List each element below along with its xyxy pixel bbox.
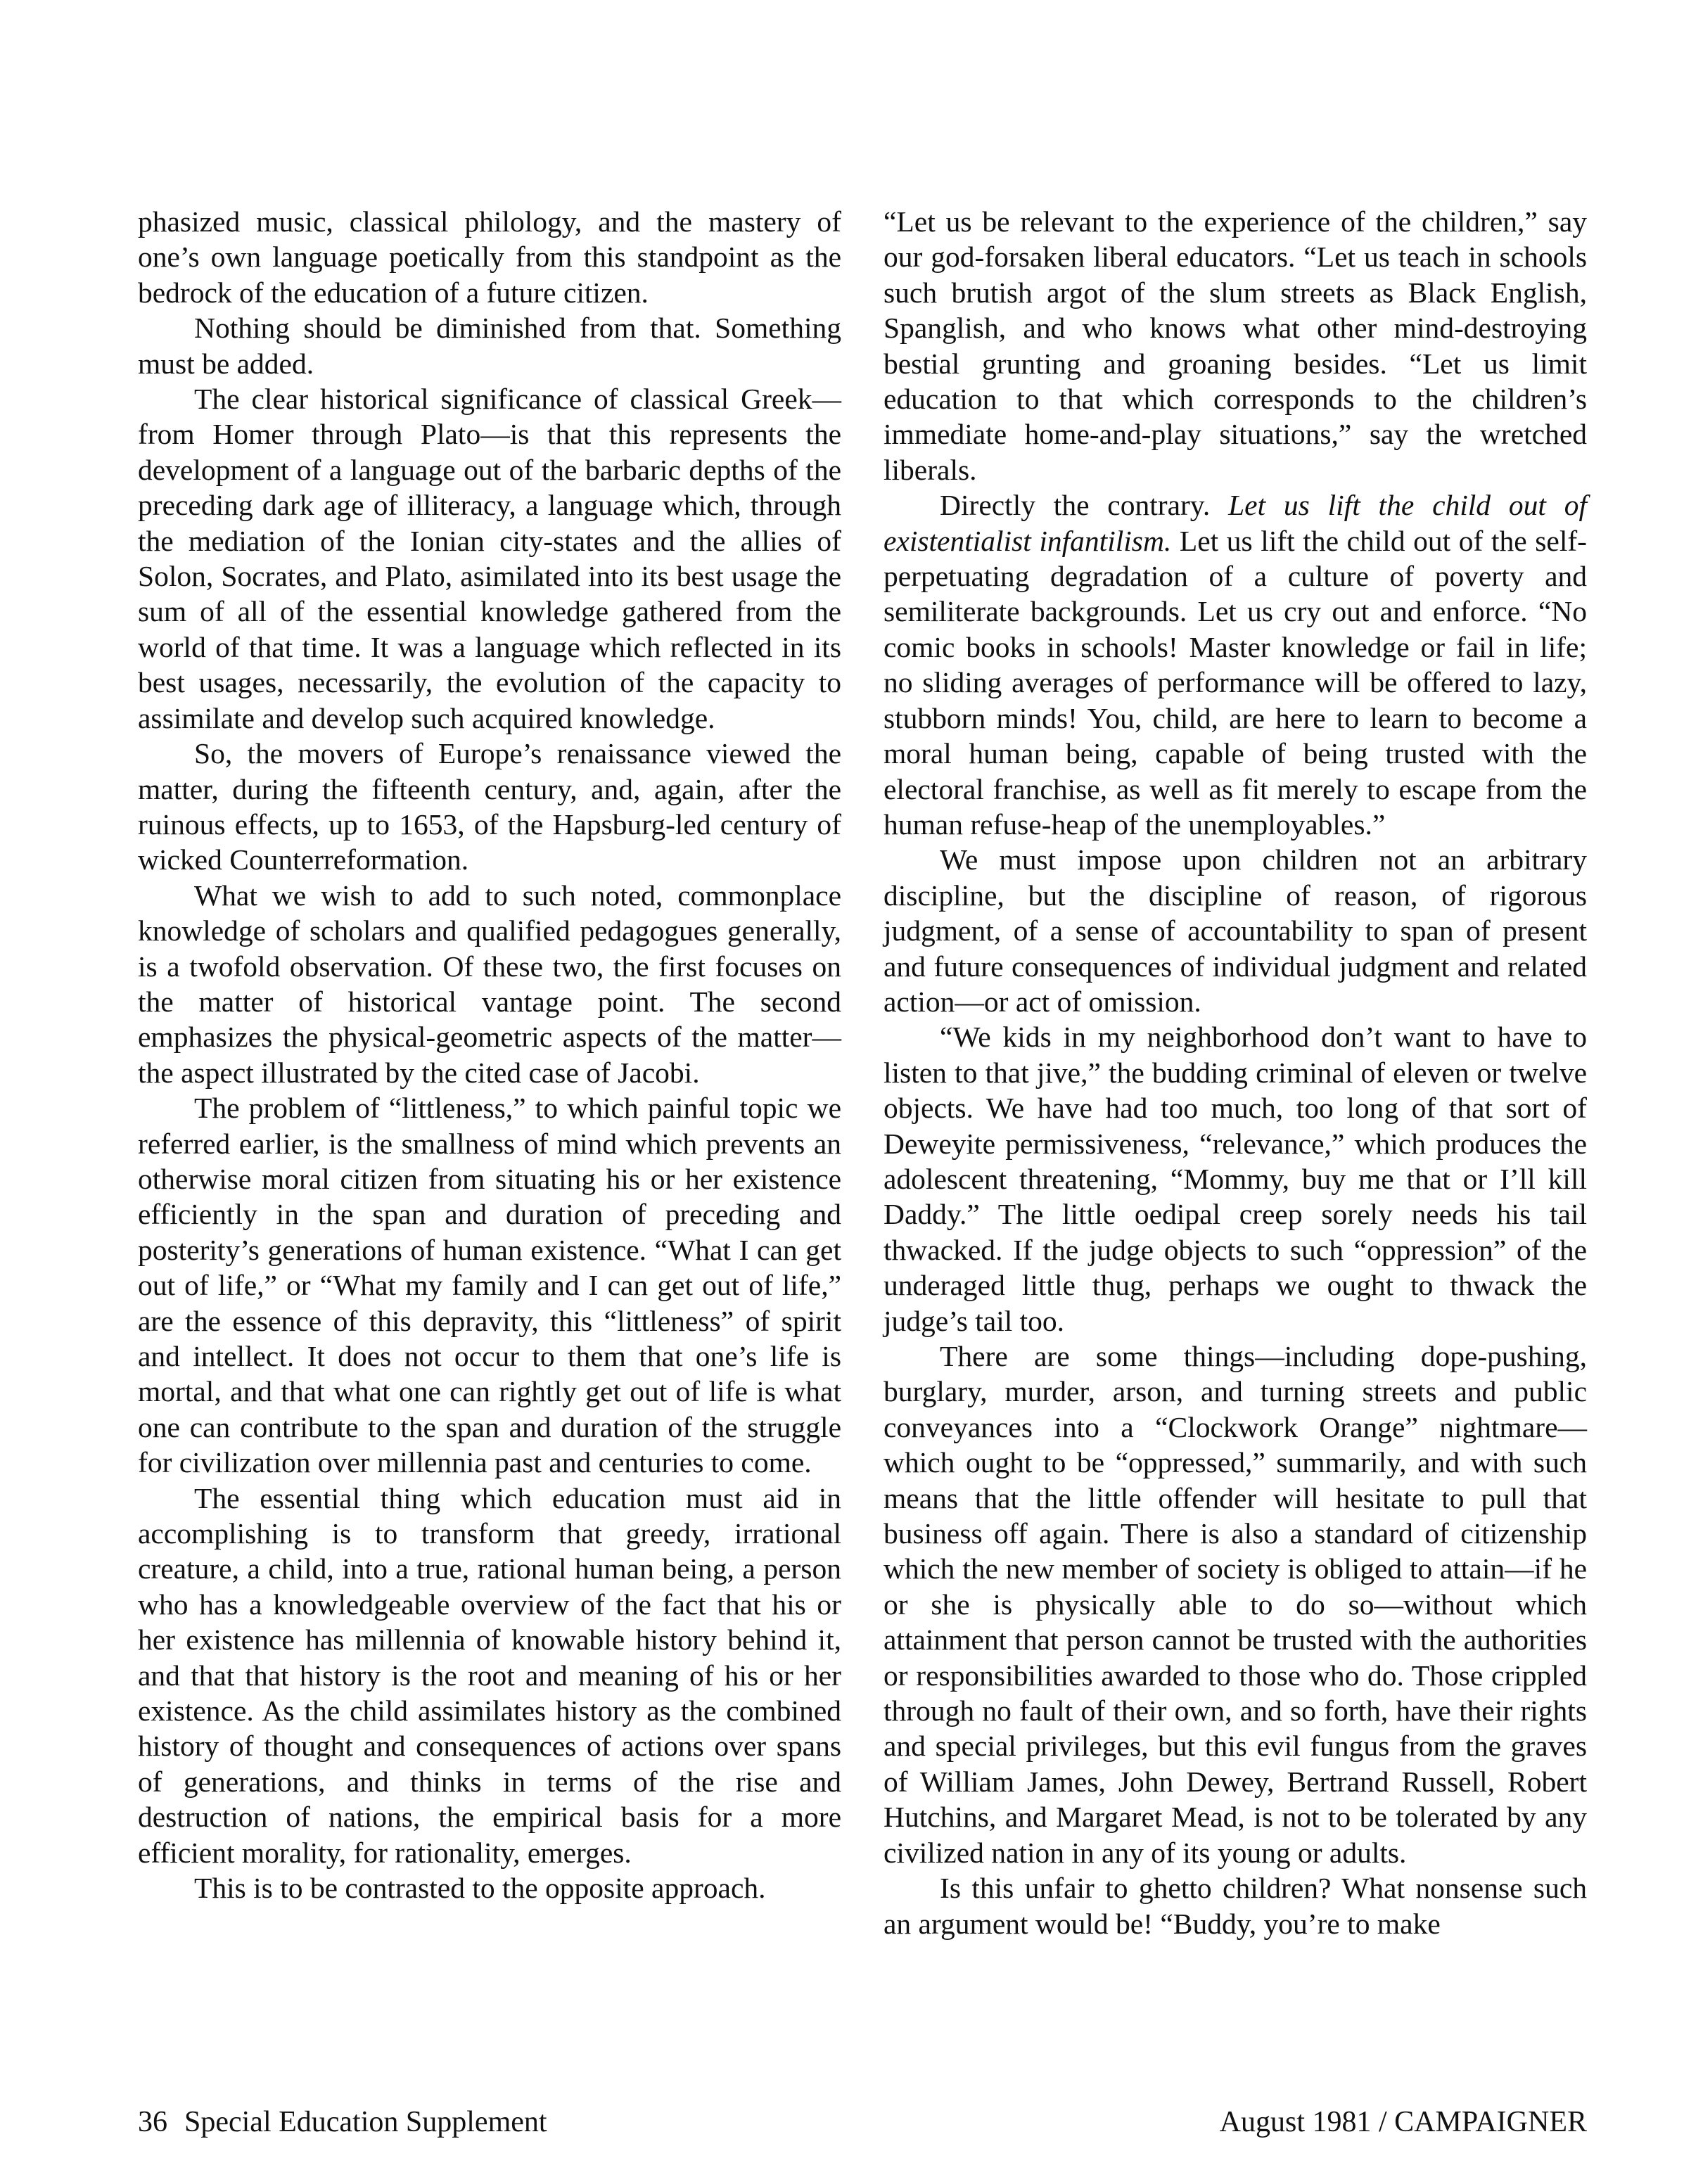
footer-left <box>138 2105 547 2140</box>
paragraph-text: Let us lift the child out of the self-perpetuating degradation of a culture of poverty and semiliterate backgrounds. Let us cry out and enforce. “No comic books in schools! Master knowledge or fail in life; no sliding averages of performance will be offered to lazy, stubborn minds! You, child, are here to learn to become a moral human being, capable of being trusted with the electoral franchise, as well as fit merely to escape from the human refuse-heap of the unemployables.” <box>884 524 1587 841</box>
paragraph: phasized music, classical philology, and the mastery of one’s own language poetically from this standpoint as the bedrock of the education of a future citizen. <box>138 205 841 309</box>
paragraph: The clear historical significance of classical Greek—from Homer through Plato—is that this represents the development of a language out of the barbaric depths of the preceding dark age of illiteracy, a language which, through the mediation of the Ionian city-states and the allies of Solon, Socrates, and Plato, asimilated into its best usage the sum of all of the essential knowledge gathered from the world of that time. It was a language which reflected in its best usages, necessarily, the evolution of the capacity to assimilate and develop such acquired knowledge. <box>138 383 841 734</box>
paragraph: We must impose upon children not an arbitrary discipline, but the discipline of reason, of rigorous judgment, of a sense of accountability to span of present and future consequences of individual judgment and related action—or act of omission. <box>884 843 1587 1018</box>
paragraph: “We kids in my neighborhood don’t want to have to listen to that jive,” the budding criminal of eleven or twelve objects. We have had too much, too long of that sort of Deweyite permissiveness, “relevance,” which produces the adolescent threatening, “Mommy, buy me that or I’ll kill Daddy.” The little oedipal creep sorely needs his tail thwacked. If the judge objects to such “oppression” of the underaged little thug, perhaps we ought to thwack the judge’s tail too. <box>884 1021 1587 1337</box>
right-text-column <box>884 204 1587 1941</box>
page-number: 36 <box>138 2106 167 2138</box>
paragraph: There are some things—including dope-pushing, burglary, murder, arson, and turning streets and public conveyances into a “Clockwork Orange” nightmare—which ought to be “oppressed,” summarily, and with such means that the little offender will hesitate to pull that business off again. There is also a standard of citizenship which the new member of society is obliged to attain—if he or she is physically able to do so—without which attainment that person cannot be trusted with the authorities or responsibilities awarded to those who do. Those crippled through no fault of their own, and so forth, have their rights and special privileges, but this evil fungus from the graves of William James, John Dewey, Bertrand Russell, Robert Hutchins, and Margaret Mead, is not to be tolerated by any civilized nation in any of its young or adults. <box>884 1340 1587 1869</box>
issue-line: August 1981 / CAMPAIGNER <box>1219 2106 1587 2138</box>
italic-emphasis: Let us lift the child out of existentialist infantilism. <box>884 489 1587 557</box>
paragraph: This is to be contrasted to the opposite approach. <box>194 1872 766 1905</box>
paragraph: So, the movers of Europe’s renaissance viewed the matter, during the fifteenth century, and, again, after the ruinous effects, up to 1653, of the Hapsburg-led century of wicked Counterreformation. <box>138 737 841 876</box>
paragraph <box>884 487 1587 842</box>
section-title: Special Education Supplement <box>184 2106 547 2138</box>
paragraph: The essential thing which education must aid in accomplishing is to transform that greedy, irrational creature, a child, into a true, rational human being, a person who has a knowledgeable overview of the fact that his or her existence has millennia of knowable history behind it, and that that history is the root and meaning of his or her existence. As the child assimilates history as the combined history of thought and consequences of actions over spans of generations, and thinks in terms of the rise and destruction of nations, the empirical basis for a more efficient morality, for rationality, emerges. <box>138 1481 841 1869</box>
paragraph: The problem of “littleness,” to which painful topic we referred earlier, is the smallness of mind which prevents an otherwise moral citizen from situating his or her existence efficiently in the span and duration of preceding and posterity’s generations of human existence. “What I can get out of life,” or “What my family and I can get out of life,” are the essence of this depravity, this “littleness” of spirit and intellect. It does not occur to them that one’s life is mortal, and that what one can rightly get out of life is what one can contribute to the span and duration of the struggle for civilization over millennia past and centuries to come. <box>138 1092 841 1479</box>
paragraph: Is this unfair to ghetto children? What nonsense such an argument would be! “Buddy, you’re to make <box>884 1872 1587 1940</box>
paragraph-text: Directly the contrary. <box>940 489 1229 522</box>
paragraph: What we wish to add to such noted, commonplace knowledge of scholars and qualified pedagogues generally, is a twofold observation. Of these two, the first focuses on the matter of historical vantage point. The second emphasizes the physical-geometric aspects of the matter—the aspect illustrated by the cited case of Jacobi. <box>138 879 841 1089</box>
paragraph: “Let us be relevant to the experience of the children,” say our god-forsaken liberal educators. “Let us teach in schools such brutish argot of the slum streets as Black English, Spanglish, and who knows what other mind-destroying bestial grunting and groaning besides. “Let us limit education to that which corresponds to the children’s immediate home-and-play situations,” say the wretched liberals. <box>884 205 1587 486</box>
paragraph: Nothing should be diminished from that. Something must be added. <box>138 312 841 380</box>
left-text-column <box>138 204 841 1906</box>
